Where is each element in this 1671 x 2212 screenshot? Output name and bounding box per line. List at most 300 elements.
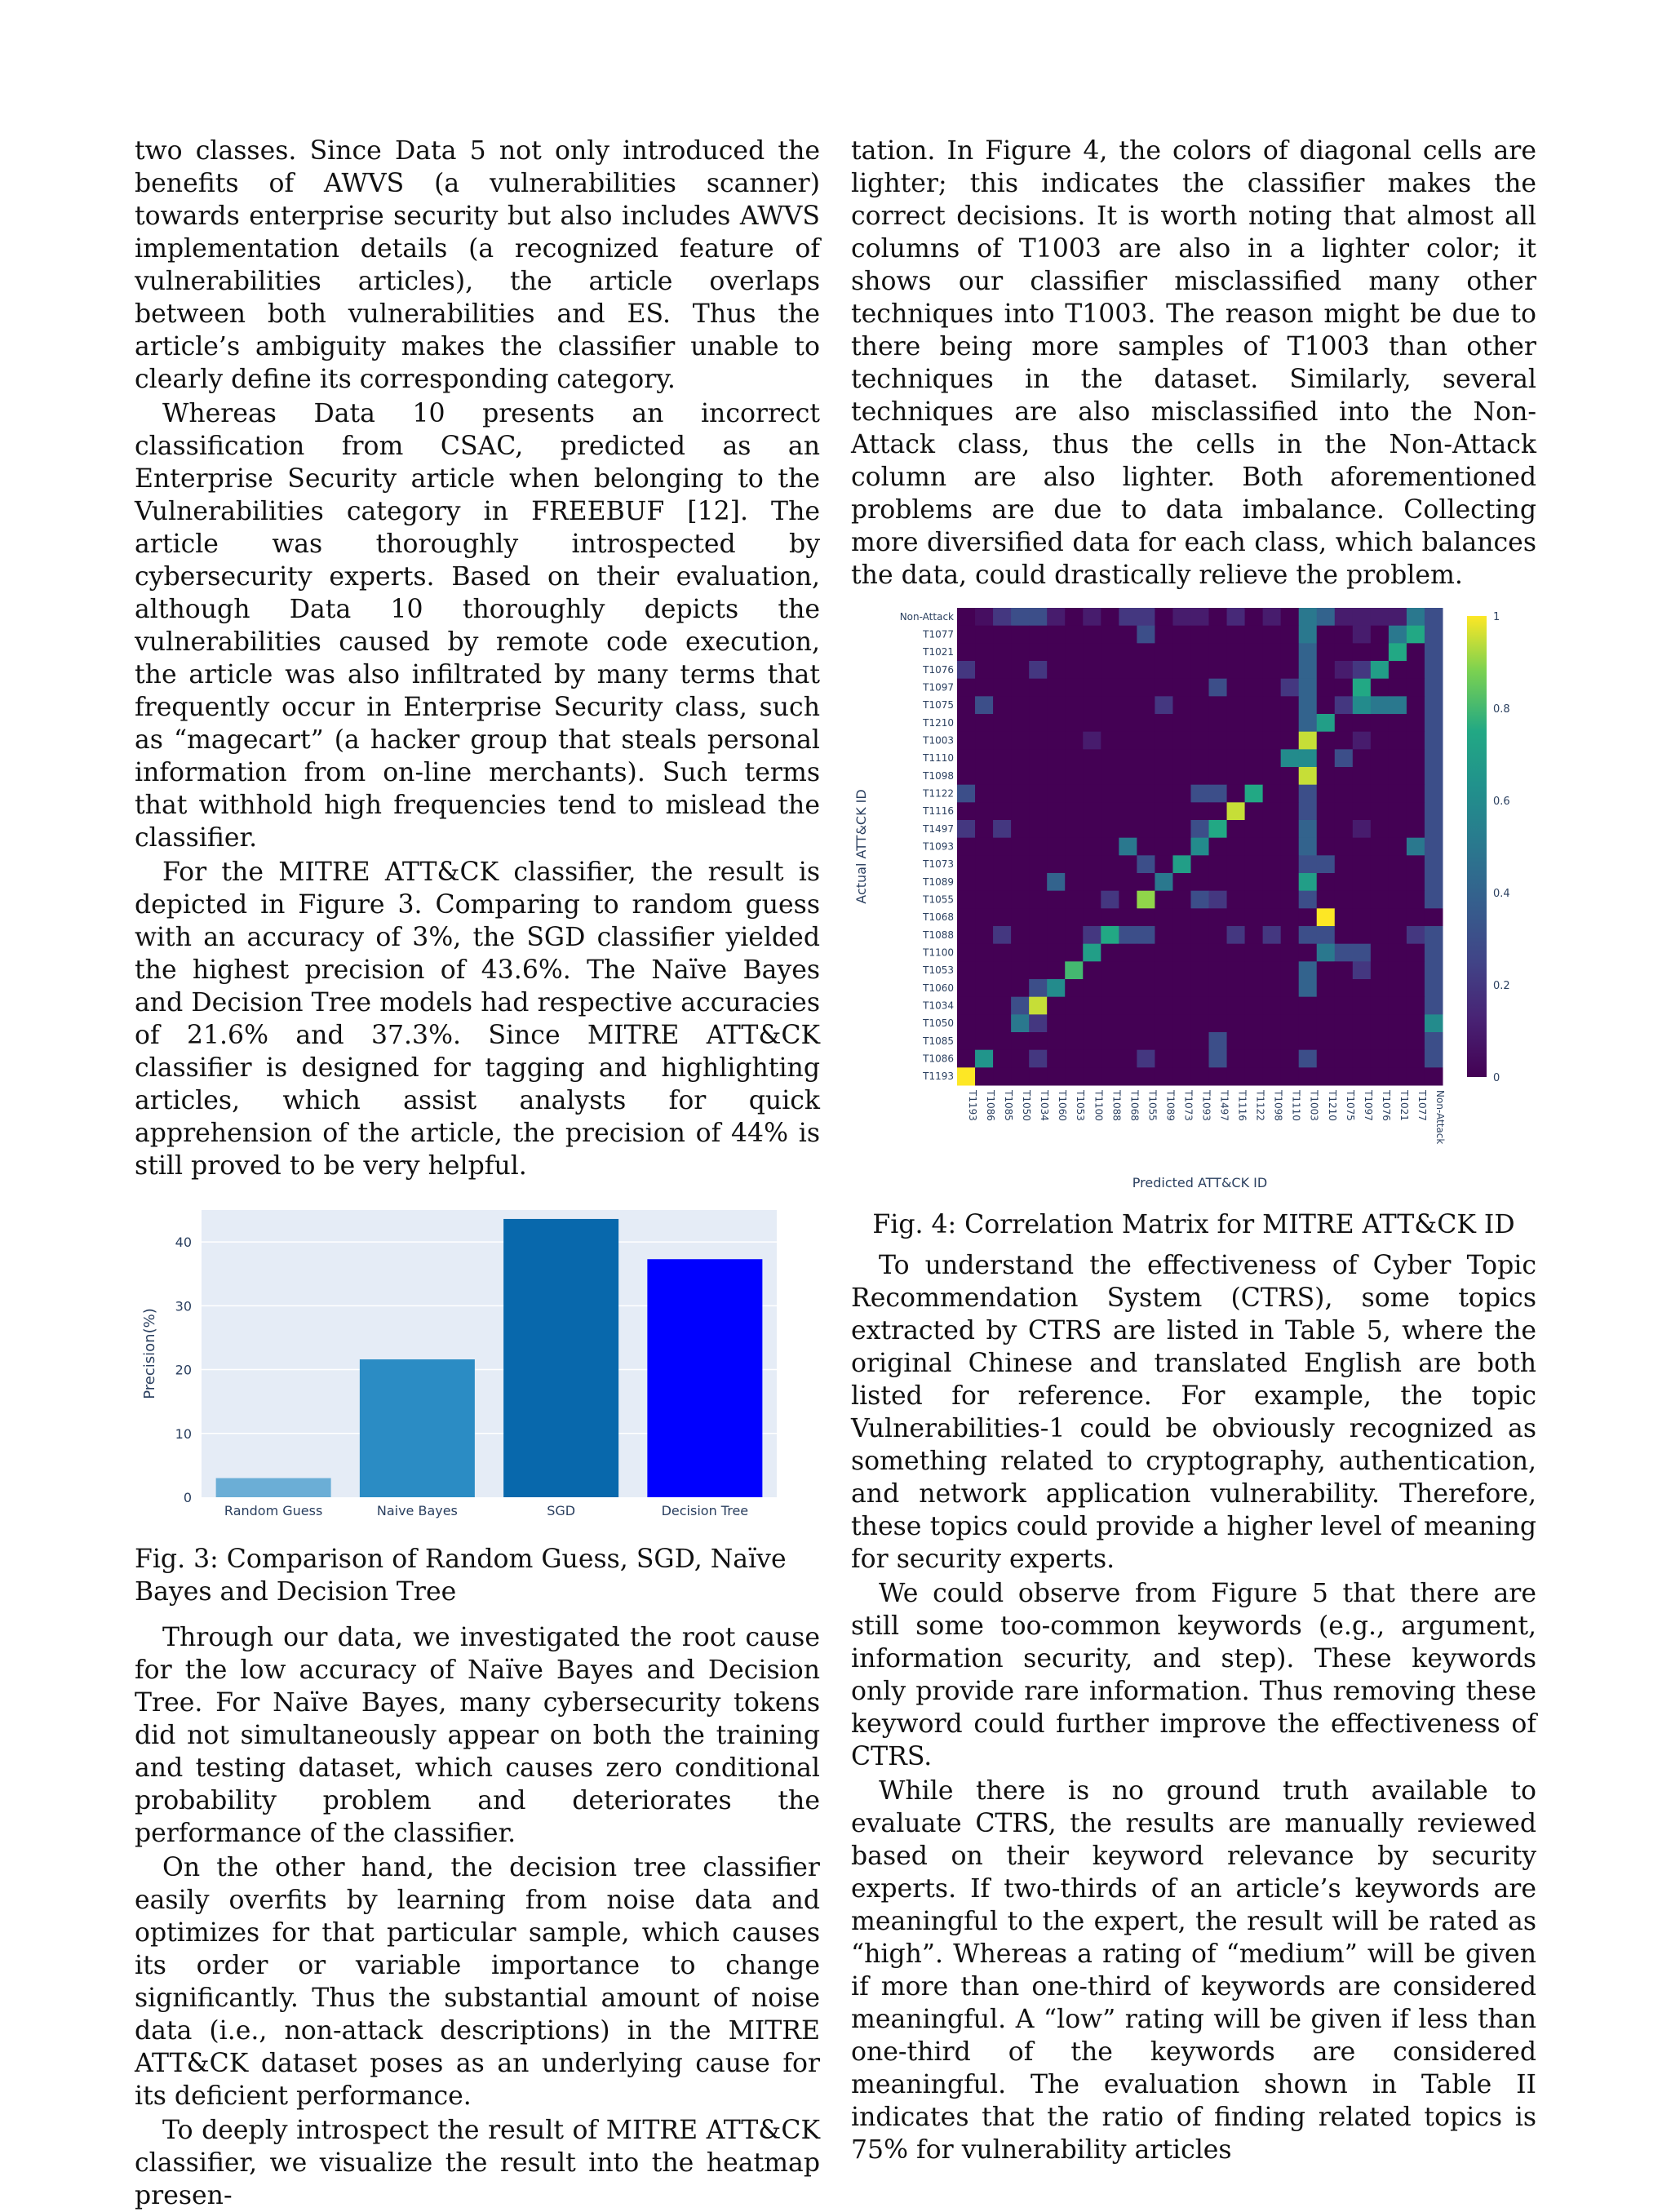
heatmap-cell: [1209, 767, 1228, 785]
heatmap-cell: [1353, 802, 1372, 820]
heatmap-cell: [1281, 749, 1300, 767]
heatmap-cell: [1407, 838, 1425, 856]
heatmap-cell: [1101, 608, 1119, 626]
heatmap-cell: [1389, 891, 1407, 909]
heatmap-cell: [1065, 997, 1084, 1015]
heatmap-cell: [993, 643, 1012, 661]
heatmap-cell: [1172, 908, 1191, 926]
heatmap-cell: [1299, 926, 1318, 944]
heatmap-cell: [1425, 1067, 1443, 1085]
heatmap-cell: [1425, 714, 1443, 732]
y-tick-label: T1060: [923, 982, 954, 994]
heatmap-cell: [1119, 961, 1137, 979]
heatmap-cell: [1353, 926, 1372, 944]
heatmap-cell: [1245, 679, 1264, 697]
x-tick-label: T1050: [1021, 1090, 1033, 1121]
heatmap-cell: [975, 855, 994, 873]
heatmap-cell: [993, 1032, 1012, 1050]
y-tick-label: T1110: [923, 752, 954, 765]
heatmap-cell: [1353, 749, 1372, 767]
heatmap-cell: [1190, 1050, 1209, 1068]
heatmap-cell: [1371, 643, 1390, 661]
heatmap-cell: [1172, 785, 1191, 803]
heatmap-cell: [1245, 1014, 1264, 1032]
heatmap-cell: [1083, 997, 1101, 1015]
heatmap-cell: [1425, 1050, 1443, 1068]
heatmap-cell: [1190, 961, 1209, 979]
y-tick-label: T1003: [923, 734, 954, 747]
paragraph: While there is no ground truth available to evaluate CTRS, the results are manually reviewed based on their keyword relevance by security experts. If two-thirds of an article’s keywords are meaningful to the expert, the result will be rated as “high”. Whereas a rating of “medium” will be given if more than one-third of keywords are considered meaningful. A “low” rating will be given if less than one-third of the keywords are considered meaningful. The evaluation shown in Table II indicates that the ratio of finding related topics is 75% for vulnerability articles: [851, 1776, 1536, 2165]
heatmap-cell: [1263, 891, 1282, 909]
heatmap-cell: [1137, 944, 1155, 962]
heatmap-cell: [1155, 679, 1173, 697]
heatmap-cell: [1335, 679, 1354, 697]
heatmap-cell: [1389, 1050, 1407, 1068]
heatmap-cell: [1389, 679, 1407, 697]
heatmap-cell: [1245, 926, 1264, 944]
heatmap-cell: [1227, 732, 1246, 750]
heatmap-cell: [1065, 838, 1084, 856]
y-tick-label: 0: [183, 1490, 192, 1505]
heatmap-cell: [957, 944, 976, 962]
heatmap-cell: [1172, 1032, 1191, 1050]
heatmap-cell: [1299, 908, 1318, 926]
heatmap-cell: [1137, 891, 1155, 909]
heatmap-cell: [1281, 608, 1300, 626]
heatmap-cell: [1227, 679, 1246, 697]
heatmap-cell: [1190, 749, 1209, 767]
heatmap-cell: [1371, 785, 1390, 803]
x-tick-label: T1085: [1003, 1090, 1015, 1121]
x-tick-label: T1497: [1218, 1090, 1230, 1121]
heatmap-cell: [1065, 661, 1084, 679]
heatmap-cell: [1425, 643, 1443, 661]
heatmap-cell: [957, 661, 976, 679]
heatmap-cell: [1371, 820, 1390, 838]
heatmap-cell: [1263, 961, 1282, 979]
heatmap-cell: [957, 785, 976, 803]
heatmap-cell: [1335, 873, 1354, 891]
heatmap-cell: [1407, 855, 1425, 873]
heatmap-cell: [1353, 661, 1372, 679]
heatmap-cell: [1245, 749, 1264, 767]
heatmap-cell: [1119, 891, 1137, 909]
heatmap-cell: [1011, 820, 1030, 838]
heatmap-cell: [1029, 608, 1048, 626]
heatmap-cell: [957, 1014, 976, 1032]
heatmap-cell: [1065, 855, 1084, 873]
heatmap-cell: [975, 891, 994, 909]
heatmap-cell: [1407, 944, 1425, 962]
heatmap-cell: [1101, 855, 1119, 873]
heatmap-cell: [1155, 626, 1173, 644]
heatmap-cell: [1172, 855, 1191, 873]
heatmap-cell: [1029, 1014, 1048, 1032]
heatmap-cell: [1335, 767, 1354, 785]
heatmap-cell: [957, 802, 976, 820]
heatmap-cell: [1245, 1067, 1264, 1085]
heatmap-cell: [1407, 643, 1425, 661]
heatmap-cell: [1371, 838, 1390, 856]
heatmap-cell: [1317, 749, 1336, 767]
heatmap-cell: [1083, 626, 1101, 644]
heatmap-cell: [1083, 714, 1101, 732]
heatmap-cell: [975, 785, 994, 803]
x-tick-label: Decision Tree: [661, 1503, 749, 1518]
heatmap-cell: [1101, 749, 1119, 767]
heatmap-cell: [1209, 643, 1228, 661]
x-tick-label: T1077: [1416, 1090, 1428, 1121]
heatmap-cell: [1425, 802, 1443, 820]
heatmap-cell: [1101, 908, 1119, 926]
heatmap-cell: [993, 679, 1012, 697]
heatmap-cell: [1209, 661, 1228, 679]
heatmap-cell: [1281, 767, 1300, 785]
heatmap-cell: [1029, 714, 1048, 732]
heatmap-cell: [1335, 714, 1354, 732]
heatmap-cell: [957, 626, 976, 644]
heatmap-cell: [1172, 1050, 1191, 1068]
heatmap-cell: [1227, 696, 1246, 714]
heatmap-cell: [1281, 626, 1300, 644]
heatmap-cell: [1029, 873, 1048, 891]
heatmap-cell: [1389, 626, 1407, 644]
heatmap-cell: [1137, 732, 1155, 750]
heatmap-cell: [1155, 926, 1173, 944]
heatmap-cell: [1299, 661, 1318, 679]
heatmap-cell: [1353, 1014, 1372, 1032]
heatmap-cell: [1335, 961, 1354, 979]
heatmap-cell: [1353, 785, 1372, 803]
heatmap-cell: [1119, 785, 1137, 803]
heatmap-cell: [1119, 1032, 1137, 1050]
heatmap-cell: [1011, 855, 1030, 873]
heatmap-cell: [1047, 891, 1066, 909]
heatmap-cell: [1209, 961, 1228, 979]
heatmap-cell: [1065, 802, 1084, 820]
heatmap-cell: [1011, 608, 1030, 626]
heatmap-cell: [1119, 714, 1137, 732]
heatmap-cell: [975, 767, 994, 785]
heatmap-cell: [1047, 767, 1066, 785]
heatmap-cell: [1263, 1032, 1282, 1050]
heatmap-cell: [1137, 820, 1155, 838]
heatmap-cell: [1119, 749, 1137, 767]
heatmap-cell: [1190, 714, 1209, 732]
heatmap-cell: [1299, 891, 1318, 909]
heatmap-cell: [1209, 855, 1228, 873]
heatmap-cell: [1299, 732, 1318, 750]
heatmap-cell: [1317, 696, 1336, 714]
heatmap-cell: [1245, 1032, 1264, 1050]
heatmap-cell: [1047, 802, 1066, 820]
x-tick-label: Non-Attack: [1434, 1090, 1446, 1145]
heatmap-cell: [1065, 1050, 1084, 1068]
heatmap-cell: [1245, 696, 1264, 714]
heatmap-cell: [957, 873, 976, 891]
heatmap-cell: [1083, 820, 1101, 838]
heatmap-cell: [1245, 997, 1264, 1015]
heatmap-cell: [1263, 679, 1282, 697]
heatmap-cell: [1299, 961, 1318, 979]
heatmap-cell: [1065, 1067, 1084, 1085]
heatmap-cell: [1065, 608, 1084, 626]
heatmap-cell: [1101, 926, 1119, 944]
heatmap-cell: [1353, 714, 1372, 732]
heatmap-cell: [1371, 679, 1390, 697]
bar-chart: [135, 1202, 820, 1528]
heatmap-cell: [1011, 979, 1030, 997]
heatmap-cell: [1137, 1014, 1155, 1032]
heatmap-cell: [957, 961, 976, 979]
heatmap-cell: [975, 661, 994, 679]
heatmap-cell: [1389, 855, 1407, 873]
paragraph: To deeply introspect the result of MITRE ATT&CK classifier, we visualize the result into the heatmap presen-: [135, 2116, 820, 2210]
heatmap-cell: [1335, 696, 1354, 714]
heatmap-cell: [1281, 873, 1300, 891]
heatmap-cell: [1407, 1014, 1425, 1032]
heatmap-cell: [1371, 855, 1390, 873]
heatmap-cell: [1389, 997, 1407, 1015]
heatmap-cell: [1083, 891, 1101, 909]
heatmap-cell: [1317, 944, 1336, 962]
heatmap-cell: [1065, 732, 1084, 750]
heatmap-cell: [1425, 997, 1443, 1015]
colorbar-tick-label: 1: [1493, 611, 1500, 623]
heatmap-cell: [1227, 785, 1246, 803]
heatmap-cell: [1047, 838, 1066, 856]
heatmap-cell: [1317, 679, 1336, 697]
heatmap-cell: [1047, 1050, 1066, 1068]
heatmap-cell: [1353, 873, 1372, 891]
heatmap-cell: [1335, 891, 1354, 909]
colorbar-tick-label: 0.4: [1493, 888, 1510, 900]
y-tick-label: T1050: [923, 1017, 954, 1030]
colorbar: [1467, 616, 1487, 1077]
heatmap-cell: [1317, 926, 1336, 944]
heatmap-cell: [1299, 679, 1318, 697]
heatmap-cell: [975, 1067, 994, 1085]
heatmap-cell: [1190, 696, 1209, 714]
heatmap-cell: [975, 714, 994, 732]
y-tick-label: T1073: [923, 858, 954, 871]
y-axis-label: Precision(%): [141, 1308, 158, 1399]
heatmap-cell: [1029, 696, 1048, 714]
bar: [216, 1478, 331, 1497]
heatmap-cell: [1425, 749, 1443, 767]
heatmap-cell: [1011, 785, 1030, 803]
heatmap-cell: [957, 714, 976, 732]
heatmap-cell: [1083, 1014, 1101, 1032]
heatmap-cell: [1190, 1014, 1209, 1032]
heatmap-cell: [975, 608, 994, 626]
heatmap-cell: [1353, 679, 1372, 697]
heatmap-cell: [1353, 732, 1372, 750]
heatmap-cell: [1245, 1050, 1264, 1068]
heatmap-cell: [1029, 767, 1048, 785]
heatmap-cell: [1119, 979, 1137, 997]
heatmap-cell: [1101, 732, 1119, 750]
heatmap-cell: [1047, 785, 1066, 803]
colorbar-tick-label: 0: [1493, 1072, 1500, 1084]
heatmap-cell: [1083, 1050, 1101, 1068]
heatmap-cell: [1263, 873, 1282, 891]
paragraph: two classes. Since Data 5 not only introduced the benefits of AWVS (a vulnerabilities scanner) towards enterprise security but also includes AWVS implementation details (a recognized feature of vulnerabilities articles), the article overlaps between both vulnerabilities and ES. Thus the article’s ambiguity makes the classifier unable to clearly define its corresponding category.: [135, 136, 820, 394]
heatmap-cell: [1317, 732, 1336, 750]
heatmap-cell: [1227, 661, 1246, 679]
heatmap-cell: [1101, 944, 1119, 962]
heatmap-cell: [1101, 1014, 1119, 1032]
heatmap-cell: [957, 1050, 976, 1068]
heatmap-cell: [1263, 926, 1282, 944]
heatmap-cell: [1425, 926, 1443, 944]
heatmap-cell: [1101, 714, 1119, 732]
heatmap-cell: [1281, 1067, 1300, 1085]
heatmap-cell: [1011, 679, 1030, 697]
heatmap-cell: [1155, 1032, 1173, 1050]
heatmap-cell: [993, 732, 1012, 750]
heatmap-cell: [993, 944, 1012, 962]
heatmap-cell: [1425, 626, 1443, 644]
heatmap-cell: [1065, 891, 1084, 909]
heatmap-cell: [1299, 1067, 1318, 1085]
heatmap-cell: [975, 1014, 994, 1032]
heatmap-cell: [1317, 661, 1336, 679]
heatmap-cell: [1083, 944, 1101, 962]
heatmap-cell: [1317, 785, 1336, 803]
heatmap-cell: [1119, 820, 1137, 838]
bar: [503, 1219, 618, 1497]
heatmap-cell: [1209, 997, 1228, 1015]
heatmap-cell: [1281, 643, 1300, 661]
heatmap-cell: [1137, 661, 1155, 679]
heatmap-cell: [1263, 1050, 1282, 1068]
heatmap-cell: [1011, 997, 1030, 1015]
heatmap-cell: [1407, 661, 1425, 679]
heatmap-cell: [1335, 997, 1354, 1015]
heatmap-cell: [1407, 873, 1425, 891]
heatmap-cell: [1227, 908, 1246, 926]
heatmap-cell: [1245, 732, 1264, 750]
figure-3-caption: Fig. 3: Comparison of Random Guess, SGD, Naïve Bayes and Decision Tree: [135, 1545, 787, 1607]
heatmap-cell: [1083, 679, 1101, 697]
y-tick-label: T1093: [923, 840, 954, 853]
heatmap-cell: [1065, 979, 1084, 997]
heatmap-cell: [1407, 679, 1425, 697]
heatmap-cell: [1119, 767, 1137, 785]
heatmap-cell: [1029, 785, 1048, 803]
heatmap-cell: [1389, 802, 1407, 820]
paragraph: For the MITRE ATT&CK classifier, the result is depicted in Figure 3. Comparing to random guess with an accuracy of 3%, the SGD classifier yielded the highest precision of 43.6%. The Naïve Bayes and Decision Tree models had respective accuracies of 21.6% and 37.3%. Since MITRE ATT&CK classifier is designed for tagging and highlighting articles, which assist analysts for quick apprehension of the article, the precision of 44% is still proved to be very helpful.: [135, 858, 820, 1181]
heatmap-cell: [1155, 661, 1173, 679]
heatmap-cell: [1281, 802, 1300, 820]
heatmap-cell: [1371, 661, 1390, 679]
heatmap-cell: [1389, 767, 1407, 785]
heatmap-cell: [1407, 997, 1425, 1015]
paragraph: Through our data, we investigated the root cause for the low accuracy of Naïve Bayes and Decision Tree. For Naïve Bayes, many cybersecurity tokens did not simultaneously appear on both the training and testing dataset, which causes zero conditional probability problem and deteriorates the performance of the classifier.: [135, 1623, 820, 1848]
heatmap-cell: [1047, 1014, 1066, 1032]
heatmap-cell: [1299, 873, 1318, 891]
x-tick-label: T1088: [1110, 1090, 1123, 1121]
heatmap-cell: [1047, 855, 1066, 873]
heatmap-cell: [1227, 997, 1246, 1015]
heatmap-cell: [1371, 749, 1390, 767]
heatmap-cell: [1065, 767, 1084, 785]
heatmap-cell: [957, 979, 976, 997]
heatmap-cell: [1209, 1014, 1228, 1032]
heatmap-cell: [1263, 785, 1282, 803]
heatmap-cell: [1353, 1067, 1372, 1085]
heatmap-cell: [1263, 997, 1282, 1015]
heatmap-cell: [1353, 908, 1372, 926]
heatmap-cell: [1209, 626, 1228, 644]
heatmap-cell: [1047, 873, 1066, 891]
heatmap-cell: [1353, 944, 1372, 962]
heatmap-cell: [1137, 749, 1155, 767]
heatmap-cell: [1209, 608, 1228, 626]
heatmap-cell: [993, 626, 1012, 644]
heatmap-cell: [1425, 1032, 1443, 1050]
heatmap-cell: [1353, 626, 1372, 644]
heatmap-cell: [1065, 1014, 1084, 1032]
heatmap-cell: [1101, 961, 1119, 979]
heatmap-cell: [1245, 873, 1264, 891]
paragraph: To understand the effectiveness of Cyber Topic Recommendation System (CTRS), some topics extracted by CTRS are listed in Table 5, where the original Chinese and translated English are both listed for reference. For example, the topic Vulnerabilities-1 could be obviously recognized as something related to cryptography, authentication, and network application vulnerability. Therefore, these topics could provide a higher level of meaning for security experts.: [851, 1251, 1536, 1574]
heatmap-cell: [1353, 696, 1372, 714]
y-tick-label: T1076: [923, 663, 954, 676]
heatmap-cell: [1281, 926, 1300, 944]
heatmap-cell: [1245, 802, 1264, 820]
heatmap-cell: [1172, 891, 1191, 909]
heatmap-cell: [1172, 732, 1191, 750]
heatmap-cell: [1389, 732, 1407, 750]
heatmap-cell: [1137, 926, 1155, 944]
heatmap-cell: [1263, 838, 1282, 856]
heatmap-cell: [1371, 802, 1390, 820]
heatmap-cell: [993, 997, 1012, 1015]
heatmap-cell: [1172, 873, 1191, 891]
heatmap-cell: [1029, 802, 1048, 820]
heatmap-cell: [1101, 1050, 1119, 1068]
heatmap-cell: [1371, 608, 1390, 626]
heatmap-cell: [1299, 767, 1318, 785]
heatmap-cell: [1047, 926, 1066, 944]
heatmap-cell: [1335, 732, 1354, 750]
heatmap-cell: [1317, 891, 1336, 909]
heatmap-cell: [1227, 767, 1246, 785]
heatmap-cell: [1317, 1032, 1336, 1050]
y-tick-label: T1077: [923, 628, 954, 641]
heatmap-cell: [1407, 696, 1425, 714]
heatmap-cell: [1299, 1014, 1318, 1032]
heatmap-cell: [1011, 696, 1030, 714]
heatmap-cell: [1065, 785, 1084, 803]
x-tick-label: T1073: [1182, 1090, 1195, 1121]
heatmap-cell: [1335, 838, 1354, 856]
heatmap-cell: [1101, 802, 1119, 820]
heatmap-cell: [1065, 908, 1084, 926]
heatmap-cell: [1190, 820, 1209, 838]
heatmap-cell: [1190, 908, 1209, 926]
heatmap-cell: [1281, 1050, 1300, 1068]
heatmap-cell: [1407, 891, 1425, 909]
x-tick-label: T1210: [1326, 1090, 1338, 1121]
heatmap-cell: [975, 997, 994, 1015]
heatmap-cell: [1155, 961, 1173, 979]
heatmap-cell: [1281, 908, 1300, 926]
heatmap-cell: [1335, 1014, 1354, 1032]
heatmap-cell: [1190, 679, 1209, 697]
